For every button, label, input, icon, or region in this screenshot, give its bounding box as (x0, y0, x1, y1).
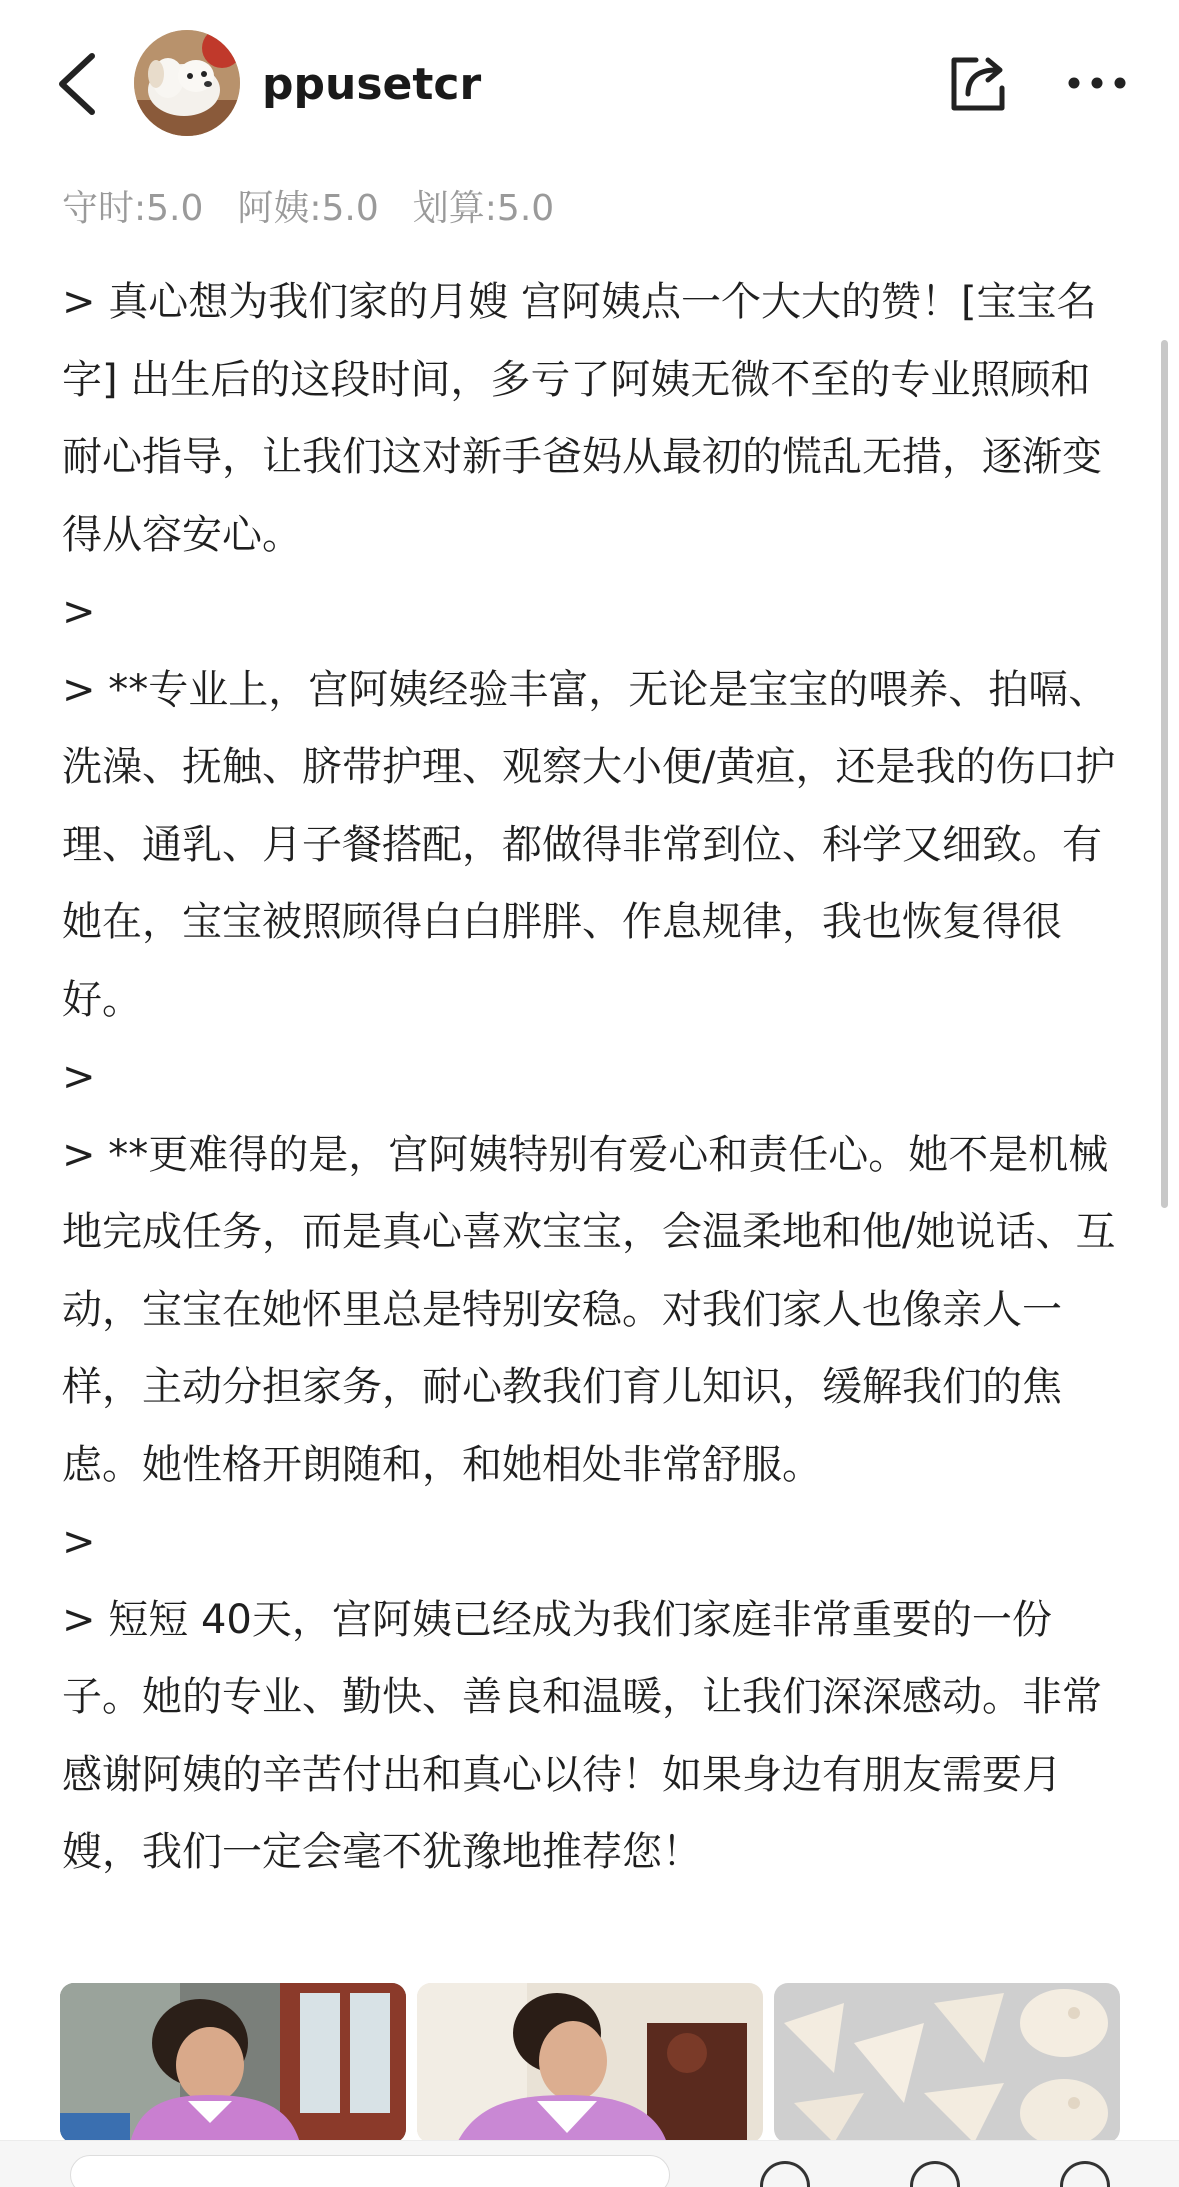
paragraph: > (62, 589, 96, 635)
scrollbar-thumb[interactable] (1161, 340, 1168, 1208)
collect-icon[interactable] (910, 2161, 960, 2187)
puppy-avatar-image (134, 30, 240, 136)
ratings-row (62, 186, 554, 232)
photo-dumplings[interactable] (774, 1983, 1120, 2143)
paragraph: > (62, 1054, 96, 1100)
paragraph: > **更难得的是，宫阿姨特别有爱心和责任心。她不是机械地完成任务，而是真心喜欢宝宝，会温柔地和他/她说话、互动，宝宝在她怀里总是特别安稳。对我们家人也像亲人一样，主动分担家务，耐心教我们育儿知识，缓解我们的焦虑。她性格开朗随和，和她相处非常舒服。 (62, 1131, 1116, 1488)
username[interactable]: ppusetcr (262, 59, 482, 110)
comment-icon[interactable] (1060, 2161, 1110, 2187)
rating-value: 划算:5.0 (412, 188, 555, 229)
paragraph: > **专业上，宫阿姨经验丰富，无论是宝宝的喂养、拍嗝、洗澡、抚触、脐带护理、观察大小便/黄疸，还是我的伤口护理、通乳、月子餐搭配，都做得非常到位、科学又细致。有她在，宝宝被照顾得白白胖胖、作息规律，我也恢复得很好。 (62, 666, 1116, 1023)
comment-input[interactable] (70, 2155, 670, 2187)
rating-punctuality: 守时:5.0 (62, 188, 204, 229)
bottom-bar (0, 2140, 1179, 2187)
photo-nanny-cooking[interactable] (60, 1983, 406, 2143)
back-button[interactable] (48, 48, 108, 120)
paragraph: > 短短 40天，宫阿姨已经成为我们家庭非常重要的一份子。她的专业、勤快、善良和温暖，让我们深深感动。非常感谢阿姨的辛苦付出和真心以待！如果身边有朋友需要月嫂，我们一定会毫不犹豫地推荐您！ (62, 1596, 1102, 1875)
top-bar (0, 0, 1179, 170)
paragraph: > (62, 1519, 96, 1565)
review-text (62, 264, 1122, 1892)
share-icon (946, 50, 1012, 116)
photo-nanny-smiling[interactable] (417, 1983, 763, 2143)
rating-nanny: 阿姨:5.0 (237, 188, 379, 229)
more-dots-icon (1064, 58, 1130, 108)
photo-strip (60, 1983, 1120, 2143)
paragraph: > 真心想为我们家的月嫂 宫阿姨点一个大大的赞！[宝宝名字] 出生后的这段时间，多亏了阿姨无微不至的专业照顾和耐心指导，让我们这对新手爸妈从最初的慌乱无措，逐渐变得从容安心。 (62, 279, 1102, 558)
share-button[interactable] (946, 50, 1012, 116)
more-button[interactable] (1064, 58, 1130, 108)
avatar[interactable] (134, 30, 240, 136)
chevron-left-icon (48, 48, 108, 120)
like-icon[interactable] (760, 2161, 810, 2187)
